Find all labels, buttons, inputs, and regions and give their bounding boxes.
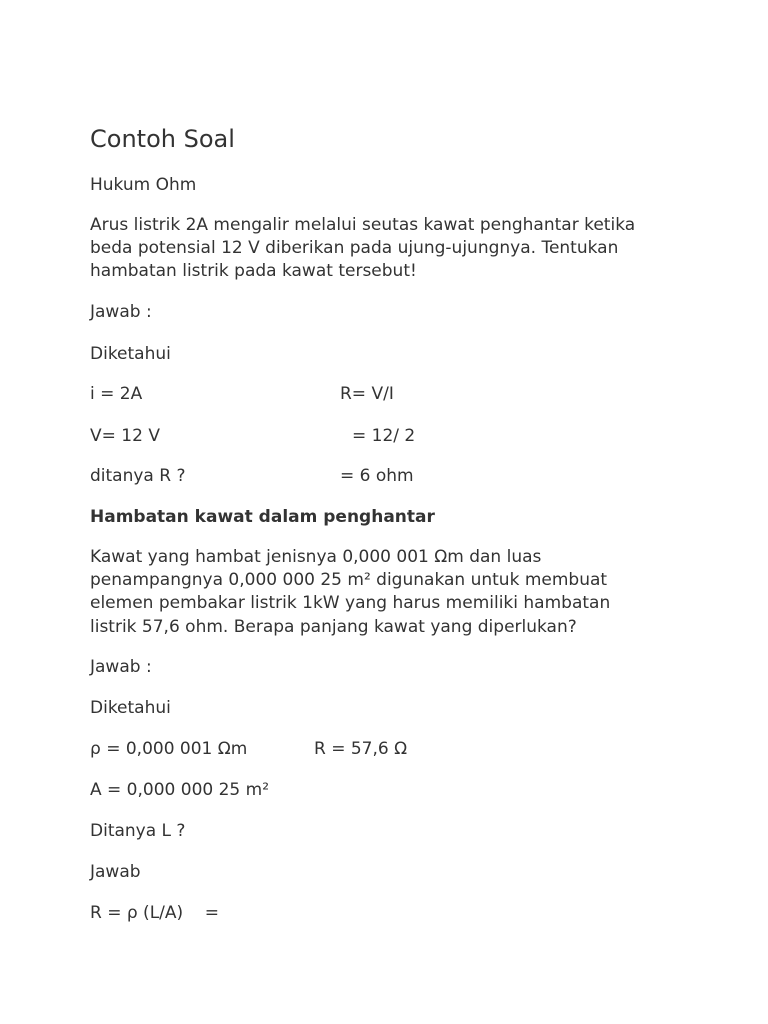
- answer-label: Jawab: [90, 862, 141, 882]
- page-title: Contoh Soal: [90, 125, 235, 153]
- formula-result: = 6 ohm: [340, 466, 414, 486]
- resistance-formula: R = ρ (L/A) =: [90, 903, 220, 923]
- answer-label: Jawab :: [90, 657, 152, 677]
- problem-line: listrik 57,6 ohm. Berapa panjang kawat yang diperlukan?: [90, 617, 577, 637]
- answer-label: Jawab :: [90, 302, 152, 322]
- formula-ohm: R= V/I: [340, 384, 394, 404]
- problem-line: beda potensial 12 V diberikan pada ujung-ujungnya. Tentukan: [90, 238, 619, 258]
- asked-length: Ditanya L ?: [90, 821, 186, 841]
- problem-line: Arus listrik 2A mengalir melalui seutas kawat penghantar ketika: [90, 215, 636, 235]
- asked-resistance: ditanya R ?: [90, 466, 186, 486]
- problem-line: elemen pembakar listrik 1kW yang harus memiliki hambatan: [90, 593, 611, 613]
- known-label: Diketahui: [90, 344, 171, 364]
- given-area: A = 0,000 000 25 m²: [90, 780, 270, 800]
- problem-line: hambatan listrik pada kawat tersebut!: [90, 261, 417, 281]
- problem-line: Kawat yang hambat jenisnya 0,000 001 Ωm dan luas: [90, 547, 542, 567]
- section-subtitle: Hukum Ohm: [90, 175, 197, 195]
- known-label: Diketahui: [90, 698, 171, 718]
- formula-substitution: = 12/ 2: [352, 426, 416, 446]
- given-resistance: R = 57,6 Ω: [314, 739, 408, 759]
- section-heading: Hambatan kawat dalam penghantar: [90, 507, 435, 527]
- given-current: i = 2A: [90, 384, 143, 404]
- problem-line: penampangnya 0,000 000 25 m² digunakan untuk membuat: [90, 570, 608, 590]
- given-resistivity: ρ = 0,000 001 Ωm: [90, 739, 248, 759]
- given-voltage: V= 12 V: [90, 426, 160, 446]
